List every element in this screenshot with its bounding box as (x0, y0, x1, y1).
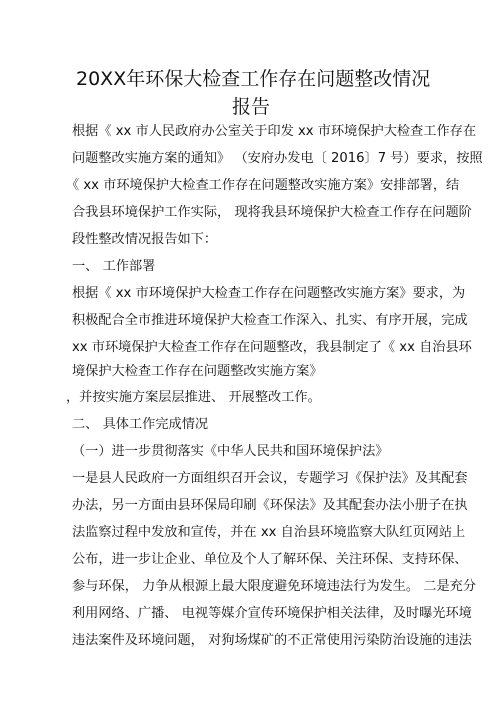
paragraph-line: 根据《 xx 市环境保护大检查工作存在问题整改实施方案》要求，为 (72, 286, 466, 301)
paragraph-line: 办法，另一方面由县环保局印刷《环保法》及其配套办法小册子在执 (72, 498, 468, 513)
paragraph-line: 法监察过程中发放和宣传，并在 xx 自治县环境监察大队红页网站上 (72, 525, 466, 540)
document-title-continuation: 报告 (232, 96, 271, 118)
paragraph-line: ，并按实施方案层层推进、 开展整改工作。 (66, 390, 321, 405)
paragraph-line: 根据《 xx 市人民政府办公室关于印发 xx 市环境保护大检查工作存在 (72, 124, 477, 139)
paragraph-line: 违法案件及环境问题， 对狗场煤矿的不正常使用污染防治设施的违法 (72, 633, 472, 648)
paragraph-line: 合我县环境保护工作实际， 现将我县环境保护大检查工作存在问题阶 (72, 205, 472, 220)
paragraph-line: 利用网络、广播、 电视等媒介宣传环境保护相关法律，及时曝光环境 (72, 606, 472, 621)
paragraph-line: 参与环保， 力争从根源上最大限度避免环境违法行为发生。 二是充分 (72, 579, 477, 594)
document-title: 20XX年环保大检查工作存在问题整改情况 (76, 68, 431, 90)
paragraph-line: 积极配合全市推进环境保护大检查工作深入、扎实、有序开展，完成 (72, 313, 468, 328)
paragraph-line: 段性整改情况报告如下： (72, 232, 218, 247)
subsection-heading: （一）进一步贯彻落实《中华人民共和国环境保护法》 (72, 444, 389, 459)
section-heading: 一、 工作部署 (72, 259, 156, 274)
paragraph-line: 问题整改实施方案的通知》 （安府办发电〔 2016〕7 号）要求，按照 (72, 151, 483, 166)
paragraph-line: 公布，进一步让企业、单位及个人了解环保、关注环保、支持环保、 (72, 552, 468, 567)
paragraph-line: 《 xx 市环境保护大检查工作存在问题整改实施方案》安排部署，结 (66, 178, 460, 193)
paragraph-line: 一是县人民政府一方面组织召开会议，专题学习《保护法》及其配套 (72, 471, 468, 486)
paragraph-line: 境保护大检查工作存在问题整改实施方案》 (72, 364, 323, 379)
section-heading: 二、 具体工作完成情况 (72, 417, 209, 432)
paragraph-line: xx 市环境保护大检查工作存在问题整改，我县制定了《 xx 自治县环 (72, 340, 472, 355)
